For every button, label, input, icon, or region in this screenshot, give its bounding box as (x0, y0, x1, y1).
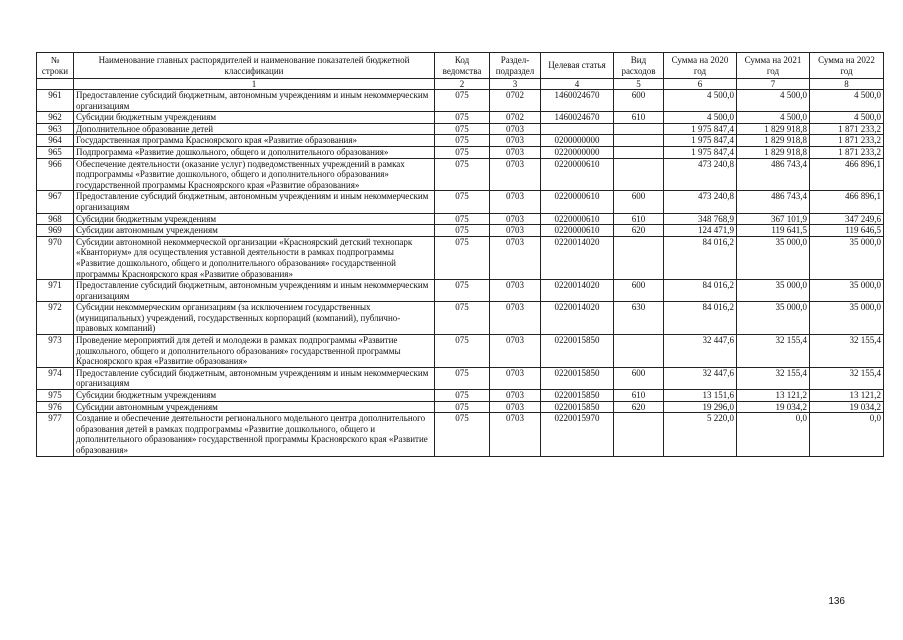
row-sum-2020: 1 975 847,4 (664, 146, 737, 158)
table-row (37, 158, 884, 191)
row-section: 0703 (490, 191, 541, 213)
row-target-article: 0220015850 (541, 390, 614, 402)
row-sum-2021: 1 829 918,8 (737, 135, 810, 147)
budget-table (36, 52, 884, 457)
row-section: 0703 (490, 158, 541, 191)
row-sum-2022: 35 000,0 (810, 302, 884, 335)
row-dept-code: 075 (435, 225, 490, 237)
row-target-article: 0220014020 (541, 280, 614, 302)
row-target-article: 0220000610 (541, 225, 614, 237)
row-number: 968 (37, 213, 74, 225)
row-sum-2021: 19 034,2 (737, 401, 810, 413)
row-dept-code: 075 (435, 390, 490, 402)
row-sum-2022: 35 000,0 (810, 280, 884, 302)
header-exp-type: Вид расходов (614, 53, 664, 79)
row-expense-type (614, 158, 664, 191)
row-section: 0703 (490, 401, 541, 413)
row-expense-type: 630 (614, 302, 664, 335)
row-sum-2020: 5 220,0 (664, 413, 737, 456)
row-number: 966 (37, 158, 74, 191)
table-row (37, 302, 884, 335)
row-target-article: 1460024670 (541, 90, 614, 112)
table-row (37, 90, 884, 112)
row-dept-code: 075 (435, 213, 490, 225)
table-row (37, 390, 884, 402)
row-expense-type: 610 (614, 390, 664, 402)
row-section: 0703 (490, 123, 541, 135)
row-number: 961 (37, 90, 74, 112)
column-number (37, 79, 74, 90)
column-number: 7 (737, 79, 810, 90)
row-sum-2021: 13 121,2 (737, 390, 810, 402)
row-sum-2020: 4 500,0 (664, 112, 737, 124)
row-section: 0703 (490, 413, 541, 456)
row-section: 0703 (490, 213, 541, 225)
row-sum-2022: 1 871 233,2 (810, 135, 884, 147)
row-dept-code: 075 (435, 146, 490, 158)
budget-table-sheet (36, 52, 883, 457)
row-section: 0703 (490, 280, 541, 302)
row-target-article: 0220015850 (541, 367, 614, 389)
row-section: 0703 (490, 335, 541, 368)
row-sum-2021: 486 743,4 (737, 158, 810, 191)
row-name: Субсидии автономным учреждениям (74, 225, 435, 237)
header-sum-2020: Сумма на 2020 год (664, 53, 737, 79)
row-number: 964 (37, 135, 74, 147)
row-sum-2020: 84 016,2 (664, 280, 737, 302)
row-name: Субсидии бюджетным учреждениям (74, 112, 435, 124)
table-row (37, 280, 884, 302)
row-target-article: 0200000000 (541, 135, 614, 147)
page-number: 136 (828, 596, 845, 607)
row-expense-type (614, 236, 664, 279)
row-number: 974 (37, 367, 74, 389)
row-sum-2022: 35 000,0 (810, 236, 884, 279)
row-sum-2020: 13 151,6 (664, 390, 737, 402)
row-number: 972 (37, 302, 74, 335)
row-name: Субсидии автономным учреждениям (74, 401, 435, 413)
row-target-article (541, 123, 614, 135)
header-name: Наименование главных распорядителей и наименование показателей бюджетной классификации (74, 53, 435, 79)
row-target-article: 0220000610 (541, 158, 614, 191)
row-dept-code: 075 (435, 191, 490, 213)
header-row-no: № строки (37, 53, 74, 79)
row-sum-2020: 1 975 847,4 (664, 123, 737, 135)
column-number: 6 (664, 79, 737, 90)
table-row (37, 236, 884, 279)
row-sum-2021: 1 829 918,8 (737, 146, 810, 158)
table-header-row (37, 53, 884, 79)
table-row (37, 112, 884, 124)
row-sum-2021: 486 743,4 (737, 191, 810, 213)
row-expense-type (614, 146, 664, 158)
table-row (37, 123, 884, 135)
row-dept-code: 075 (435, 112, 490, 124)
row-target-article: 0220015850 (541, 401, 614, 413)
row-expense-type: 600 (614, 367, 664, 389)
row-name: Предоставление субсидий бюджетным, автономным учреждениям и иным некоммерческим организациям (74, 367, 435, 389)
header-sum-2021: Сумма на 2021 год (737, 53, 810, 79)
table-row (37, 191, 884, 213)
row-dept-code: 075 (435, 413, 490, 456)
row-sum-2022: 19 034,2 (810, 401, 884, 413)
row-dept-code: 075 (435, 135, 490, 147)
row-dept-code: 075 (435, 367, 490, 389)
row-sum-2022: 347 249,6 (810, 213, 884, 225)
table-row (37, 213, 884, 225)
row-name: Подпрограмма «Развитие дошкольного, общего и дополнительного образования» (74, 146, 435, 158)
row-expense-type: 620 (614, 401, 664, 413)
row-sum-2021: 367 101,9 (737, 213, 810, 225)
column-number: 5 (614, 79, 664, 90)
row-number: 962 (37, 112, 74, 124)
column-number: 4 (541, 79, 614, 90)
row-section: 0703 (490, 135, 541, 147)
row-number: 975 (37, 390, 74, 402)
row-target-article: 0220000610 (541, 191, 614, 213)
header-dept: Код ведомства (435, 53, 490, 79)
row-sum-2022: 466 896,1 (810, 191, 884, 213)
column-number: 1 (74, 79, 435, 90)
header-sum-2022: Сумма на 2022 год (810, 53, 884, 79)
row-target-article: 0220014020 (541, 236, 614, 279)
row-section: 0702 (490, 90, 541, 112)
row-section: 0703 (490, 236, 541, 279)
row-sum-2020: 84 016,2 (664, 236, 737, 279)
row-expense-type: 600 (614, 280, 664, 302)
row-sum-2021: 35 000,0 (737, 302, 810, 335)
row-sum-2020: 473 240,8 (664, 158, 737, 191)
row-sum-2021: 32 155,4 (737, 367, 810, 389)
row-name: Субсидии бюджетным учреждениям (74, 213, 435, 225)
row-dept-code: 075 (435, 158, 490, 191)
table-row (37, 135, 884, 147)
row-section: 0703 (490, 390, 541, 402)
row-target-article: 0220000000 (541, 146, 614, 158)
row-sum-2021: 119 641,5 (737, 225, 810, 237)
row-number: 963 (37, 123, 74, 135)
table-row (37, 335, 884, 368)
row-sum-2022: 32 155,4 (810, 335, 884, 368)
column-number-row (37, 79, 884, 90)
row-dept-code: 075 (435, 123, 490, 135)
row-sum-2020: 124 471,9 (664, 225, 737, 237)
row-sum-2022: 119 646,5 (810, 225, 884, 237)
row-sum-2022: 4 500,0 (810, 112, 884, 124)
row-target-article: 1460024670 (541, 112, 614, 124)
row-expense-type (614, 335, 664, 368)
row-sum-2020: 4 500,0 (664, 90, 737, 112)
row-dept-code: 075 (435, 236, 490, 279)
row-name: Обеспечение деятельности (оказание услуг) подведомственных учреждений в рамках подпрограммы «Развитие дошкольного, общего и дополнительного образования» государственной программы Красноярского края «Развитие образования» (74, 158, 435, 191)
row-expense-type (614, 135, 664, 147)
row-expense-type (614, 123, 664, 135)
row-target-article: 0220015850 (541, 335, 614, 368)
row-name: Предоставление субсидий бюджетным, автономным учреждениям и иным некоммерческим организациям (74, 90, 435, 112)
table-body (37, 90, 884, 457)
row-sum-2020: 348 768,9 (664, 213, 737, 225)
row-dept-code: 075 (435, 280, 490, 302)
row-sum-2021: 32 155,4 (737, 335, 810, 368)
row-name: Создание и обеспечение деятельности регионального модельного центра дополнительного образования детей в рамках подпрограммы «Развитие дошкольного, общего и дополнительного образования» государственной программы Красноярского края «Развитие образования» (74, 413, 435, 456)
row-dept-code: 075 (435, 302, 490, 335)
row-sum-2020: 32 447,6 (664, 367, 737, 389)
row-section: 0703 (490, 302, 541, 335)
row-sum-2021: 35 000,0 (737, 236, 810, 279)
row-expense-type: 600 (614, 90, 664, 112)
row-target-article: 0220014020 (541, 302, 614, 335)
table-row (37, 413, 884, 456)
row-dept-code: 075 (435, 90, 490, 112)
row-section: 0703 (490, 225, 541, 237)
row-expense-type: 610 (614, 112, 664, 124)
row-name: Государственная программа Красноярского края «Развитие образования» (74, 135, 435, 147)
row-name: Предоставление субсидий бюджетным, автономным учреждениям и иным некоммерческим организациям (74, 191, 435, 213)
table-row (37, 146, 884, 158)
row-sum-2020: 84 016,2 (664, 302, 737, 335)
column-number: 2 (435, 79, 490, 90)
row-sum-2022: 4 500,0 (810, 90, 884, 112)
row-expense-type: 600 (614, 191, 664, 213)
row-sum-2021: 1 829 918,8 (737, 123, 810, 135)
row-section: 0702 (490, 112, 541, 124)
row-sum-2020: 19 296,0 (664, 401, 737, 413)
header-section: Раздел-подраздел (490, 53, 541, 79)
row-sum-2022: 466 896,1 (810, 158, 884, 191)
column-number: 3 (490, 79, 541, 90)
row-dept-code: 075 (435, 401, 490, 413)
row-target-article: 0220000610 (541, 213, 614, 225)
table-row (37, 367, 884, 389)
row-expense-type: 610 (614, 213, 664, 225)
row-number: 967 (37, 191, 74, 213)
row-expense-type (614, 413, 664, 456)
row-number: 970 (37, 236, 74, 279)
row-sum-2022: 0,0 (810, 413, 884, 456)
header-target: Целевая статья (541, 53, 614, 79)
row-sum-2020: 32 447,6 (664, 335, 737, 368)
row-expense-type: 620 (614, 225, 664, 237)
row-name: Субсидии автономной некоммерческой организации «Красноярский детский технопарк «Кванториум» для осуществления уставной деятельности в рамках подпрограммы «Развитие дошкольного, общего и дополнительного образования» государственной программы Красноярского края «Развитие образования» (74, 236, 435, 279)
row-number: 969 (37, 225, 74, 237)
row-sum-2022: 1 871 233,2 (810, 146, 884, 158)
row-sum-2021: 4 500,0 (737, 112, 810, 124)
row-number: 977 (37, 413, 74, 456)
row-number: 971 (37, 280, 74, 302)
row-dept-code: 075 (435, 335, 490, 368)
row-sum-2020: 473 240,8 (664, 191, 737, 213)
row-sum-2021: 0,0 (737, 413, 810, 456)
row-sum-2022: 13 121,2 (810, 390, 884, 402)
row-sum-2021: 35 000,0 (737, 280, 810, 302)
row-number: 965 (37, 146, 74, 158)
row-section: 0703 (490, 367, 541, 389)
row-name: Субсидии некоммерческим организациям (за исключением государственных (муниципальных) учреждений, государственных корпораций (компаний), публично-правовых компаний) (74, 302, 435, 335)
column-number: 8 (810, 79, 884, 90)
row-number: 976 (37, 401, 74, 413)
row-name: Дополнительное образование детей (74, 123, 435, 135)
row-number: 973 (37, 335, 74, 368)
row-target-article: 0220015970 (541, 413, 614, 456)
row-sum-2021: 4 500,0 (737, 90, 810, 112)
row-name: Проведение мероприятий для детей и молодежи в рамках подпрограммы «Развитие дошкольного, общего и дополнительного образования» государственной программы Красноярского края «Развитие образования» (74, 335, 435, 368)
row-sum-2022: 1 871 233,2 (810, 123, 884, 135)
row-section: 0703 (490, 146, 541, 158)
row-sum-2020: 1 975 847,4 (664, 135, 737, 147)
table-row (37, 401, 884, 413)
row-name: Субсидии бюджетным учреждениям (74, 390, 435, 402)
row-name: Предоставление субсидий бюджетным, автономным учреждениям и иным некоммерческим организациям (74, 280, 435, 302)
table-row (37, 225, 884, 237)
row-sum-2022: 32 155,4 (810, 367, 884, 389)
